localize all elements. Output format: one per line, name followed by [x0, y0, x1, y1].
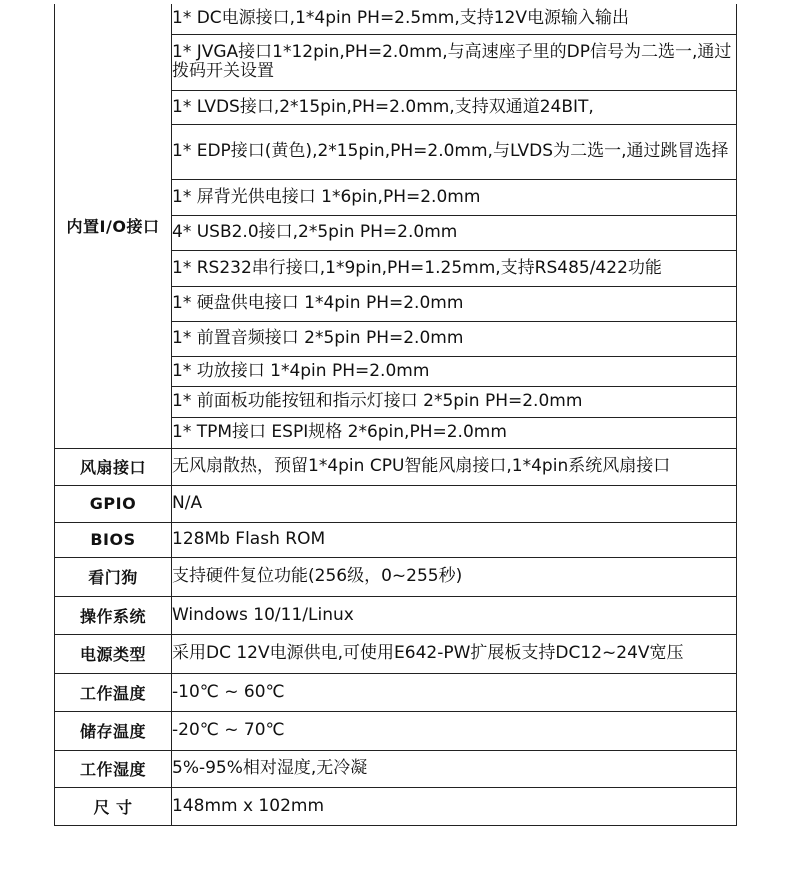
row-label: 工作温度 [55, 673, 172, 711]
io-item: 1* JVGA接口1*12pin,PH=2.0mm,与高速座子里的DP信号为二选一,通过拨码开关设置 [172, 34, 737, 90]
row-label: GPIO [55, 485, 172, 522]
io-item: 1* 硬盘供电接口 1*4pin PH=2.0mm [172, 286, 737, 321]
io-item: 1* 前置音频接口 2*5pin PH=2.0mm [172, 321, 737, 356]
table-row [55, 485, 737, 522]
row-label: BIOS [55, 522, 172, 557]
io-item: 1* TPM接口 ESPI规格 2*6pin,PH=2.0mm [172, 417, 737, 448]
row-label: 电源类型 [55, 634, 172, 673]
row-value: Windows 10/11/Linux [172, 596, 737, 634]
table-row [55, 448, 737, 485]
io-item: 1* 前面板功能按钮和指示灯接口 2*5pin PH=2.0mm [172, 386, 737, 417]
table-row [55, 673, 737, 711]
io-item: 1* RS232串行接口,1*9pin,PH=1.25mm,支持RS485/422功能 [172, 250, 737, 286]
row-value: 5%-95%相对湿度,无冷凝 [172, 750, 737, 787]
table-row [55, 596, 737, 634]
table-row [55, 750, 737, 787]
row-value: 148mm x 102mm [172, 787, 737, 825]
io-item: 1* 屏背光供电接口 1*6pin,PH=2.0mm [172, 179, 737, 215]
row-value: 128Mb Flash ROM [172, 522, 737, 557]
io-item: 1* DC电源接口,1*4pin PH=2.5mm,支持12V电源输入输出 [172, 4, 737, 34]
table-row [55, 4, 737, 34]
table-row [55, 787, 737, 825]
io-item: 1* LVDS接口,2*15pin,PH=2.0mm,支持双通道24BIT, [172, 90, 737, 124]
table-row [55, 634, 737, 673]
row-value: 无风扇散热，预留1*4pin CPU智能风扇接口,1*4pin系统风扇接口 [172, 448, 737, 485]
row-value: N/A [172, 485, 737, 522]
spec-table [54, 4, 737, 826]
row-label: 看门狗 [55, 557, 172, 596]
table-row [55, 522, 737, 557]
row-label: 操作系统 [55, 596, 172, 634]
row-label: 储存温度 [55, 711, 172, 750]
row-label: 风扇接口 [55, 448, 172, 485]
io-item: 1* EDP接口(黄色),2*15pin,PH=2.0mm,与LVDS为二选一,通过跳冒选择 [172, 124, 737, 179]
row-label: 尺 寸 [55, 787, 172, 825]
io-item: 4* USB2.0接口,2*5pin PH=2.0mm [172, 215, 737, 250]
io-group-label: 内置I/O接口 [55, 4, 172, 448]
table-row [55, 557, 737, 596]
row-value: 支持硬件复位功能(256级，0~255秒) [172, 557, 737, 596]
io-item: 1* 功放接口 1*4pin PH=2.0mm [172, 356, 737, 386]
table-row [55, 711, 737, 750]
row-value: 采用DC 12V电源供电,可使用E642-PW扩展板支持DC12~24V宽压 [172, 634, 737, 673]
row-value: -20℃ ~ 70℃ [172, 711, 737, 750]
row-value: -10℃ ~ 60℃ [172, 673, 737, 711]
row-label: 工作湿度 [55, 750, 172, 787]
